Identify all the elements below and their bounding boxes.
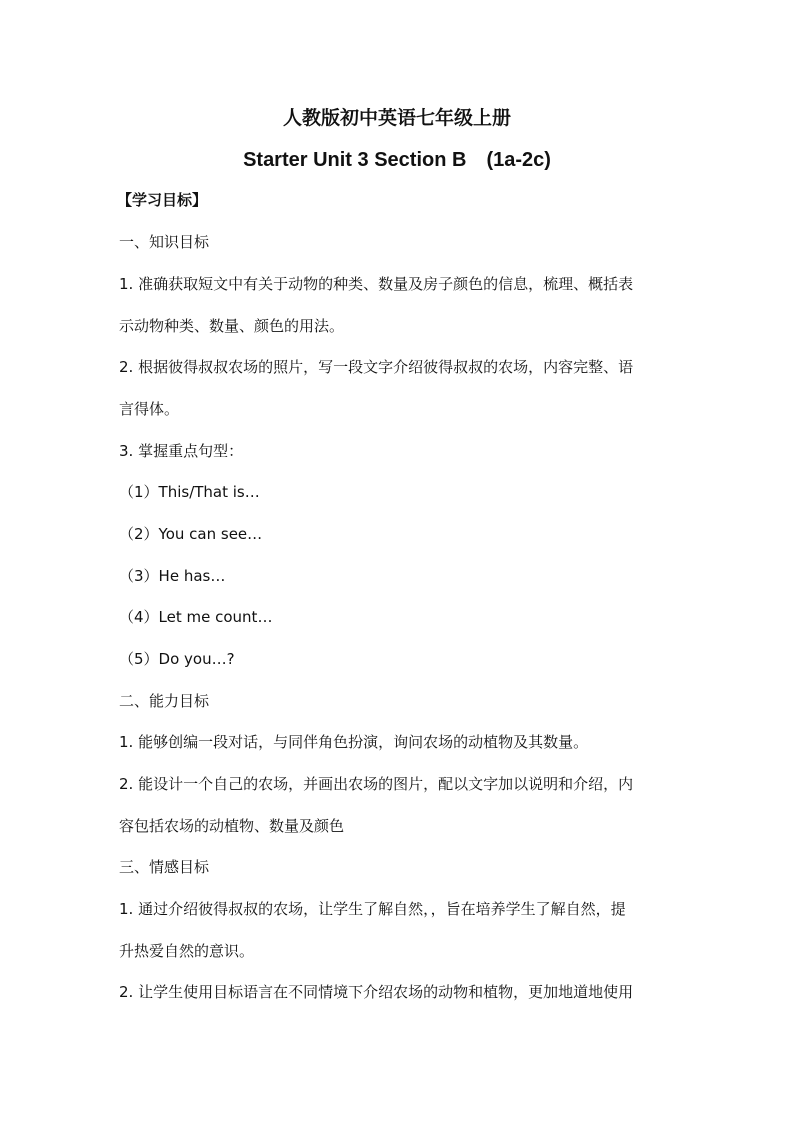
paragraph-line: 2. 能设计一个自己的农场，并画出农场的图片，配以文字加以说明和介绍，内 — [119, 775, 634, 793]
subheading-emotion-goals: 三、情感目标 — [119, 858, 210, 876]
sentence-pattern-item: （1）This/That is… — [119, 483, 260, 501]
paragraph-line: 容包括农场的动植物、数量及颜色 — [119, 817, 345, 835]
document-subtitle: Starter Unit 3 Section B (1a-2c) — [243, 149, 551, 171]
document-title: 人教版初中英语七年级上册 — [282, 107, 511, 129]
subheading-knowledge-goals: 一、知识目标 — [119, 233, 210, 251]
paragraph-line: 升热爱自然的意识。 — [119, 942, 255, 960]
paragraph-line: 1. 准确获取短文中有关于动物的种类、数量及房子颜色的信息，梳理、概括表 — [119, 275, 634, 293]
paragraph-line: 示动物种类、数量、颜色的用法。 — [119, 317, 345, 335]
subheading-ability-goals: 二、能力目标 — [119, 692, 210, 710]
paragraph-line: 言得体。 — [119, 400, 180, 418]
section-heading-learning-goals: 【学习目标】 — [117, 191, 208, 209]
sentence-pattern-item: （5）Do you…? — [119, 650, 235, 668]
paragraph-line: 1. 通过介绍彼得叔叔的农场，让学生了解自然，，旨在培养学生了解自然，提 — [119, 900, 626, 918]
paragraph-line: 3. 掌握重点句型： — [119, 442, 244, 460]
paragraph-line: 2. 让学生使用目标语言在不同情境下介绍农场的动物和植物，更加地道地使用 — [119, 983, 634, 1001]
paragraph-line: 1. 能够创编一段对话，与同伴角色扮演，询问农场的动植物及其数量。 — [119, 733, 589, 751]
sentence-pattern-item: （2）You can see… — [119, 525, 263, 543]
sentence-pattern-item: （4）Let me count… — [119, 608, 273, 626]
sentence-pattern-item: （3）He has… — [119, 567, 226, 585]
paragraph-line: 2. 根据彼得叔叔农场的照片，写一段文字介绍彼得叔叔的农场，内容完整、语 — [119, 358, 634, 376]
